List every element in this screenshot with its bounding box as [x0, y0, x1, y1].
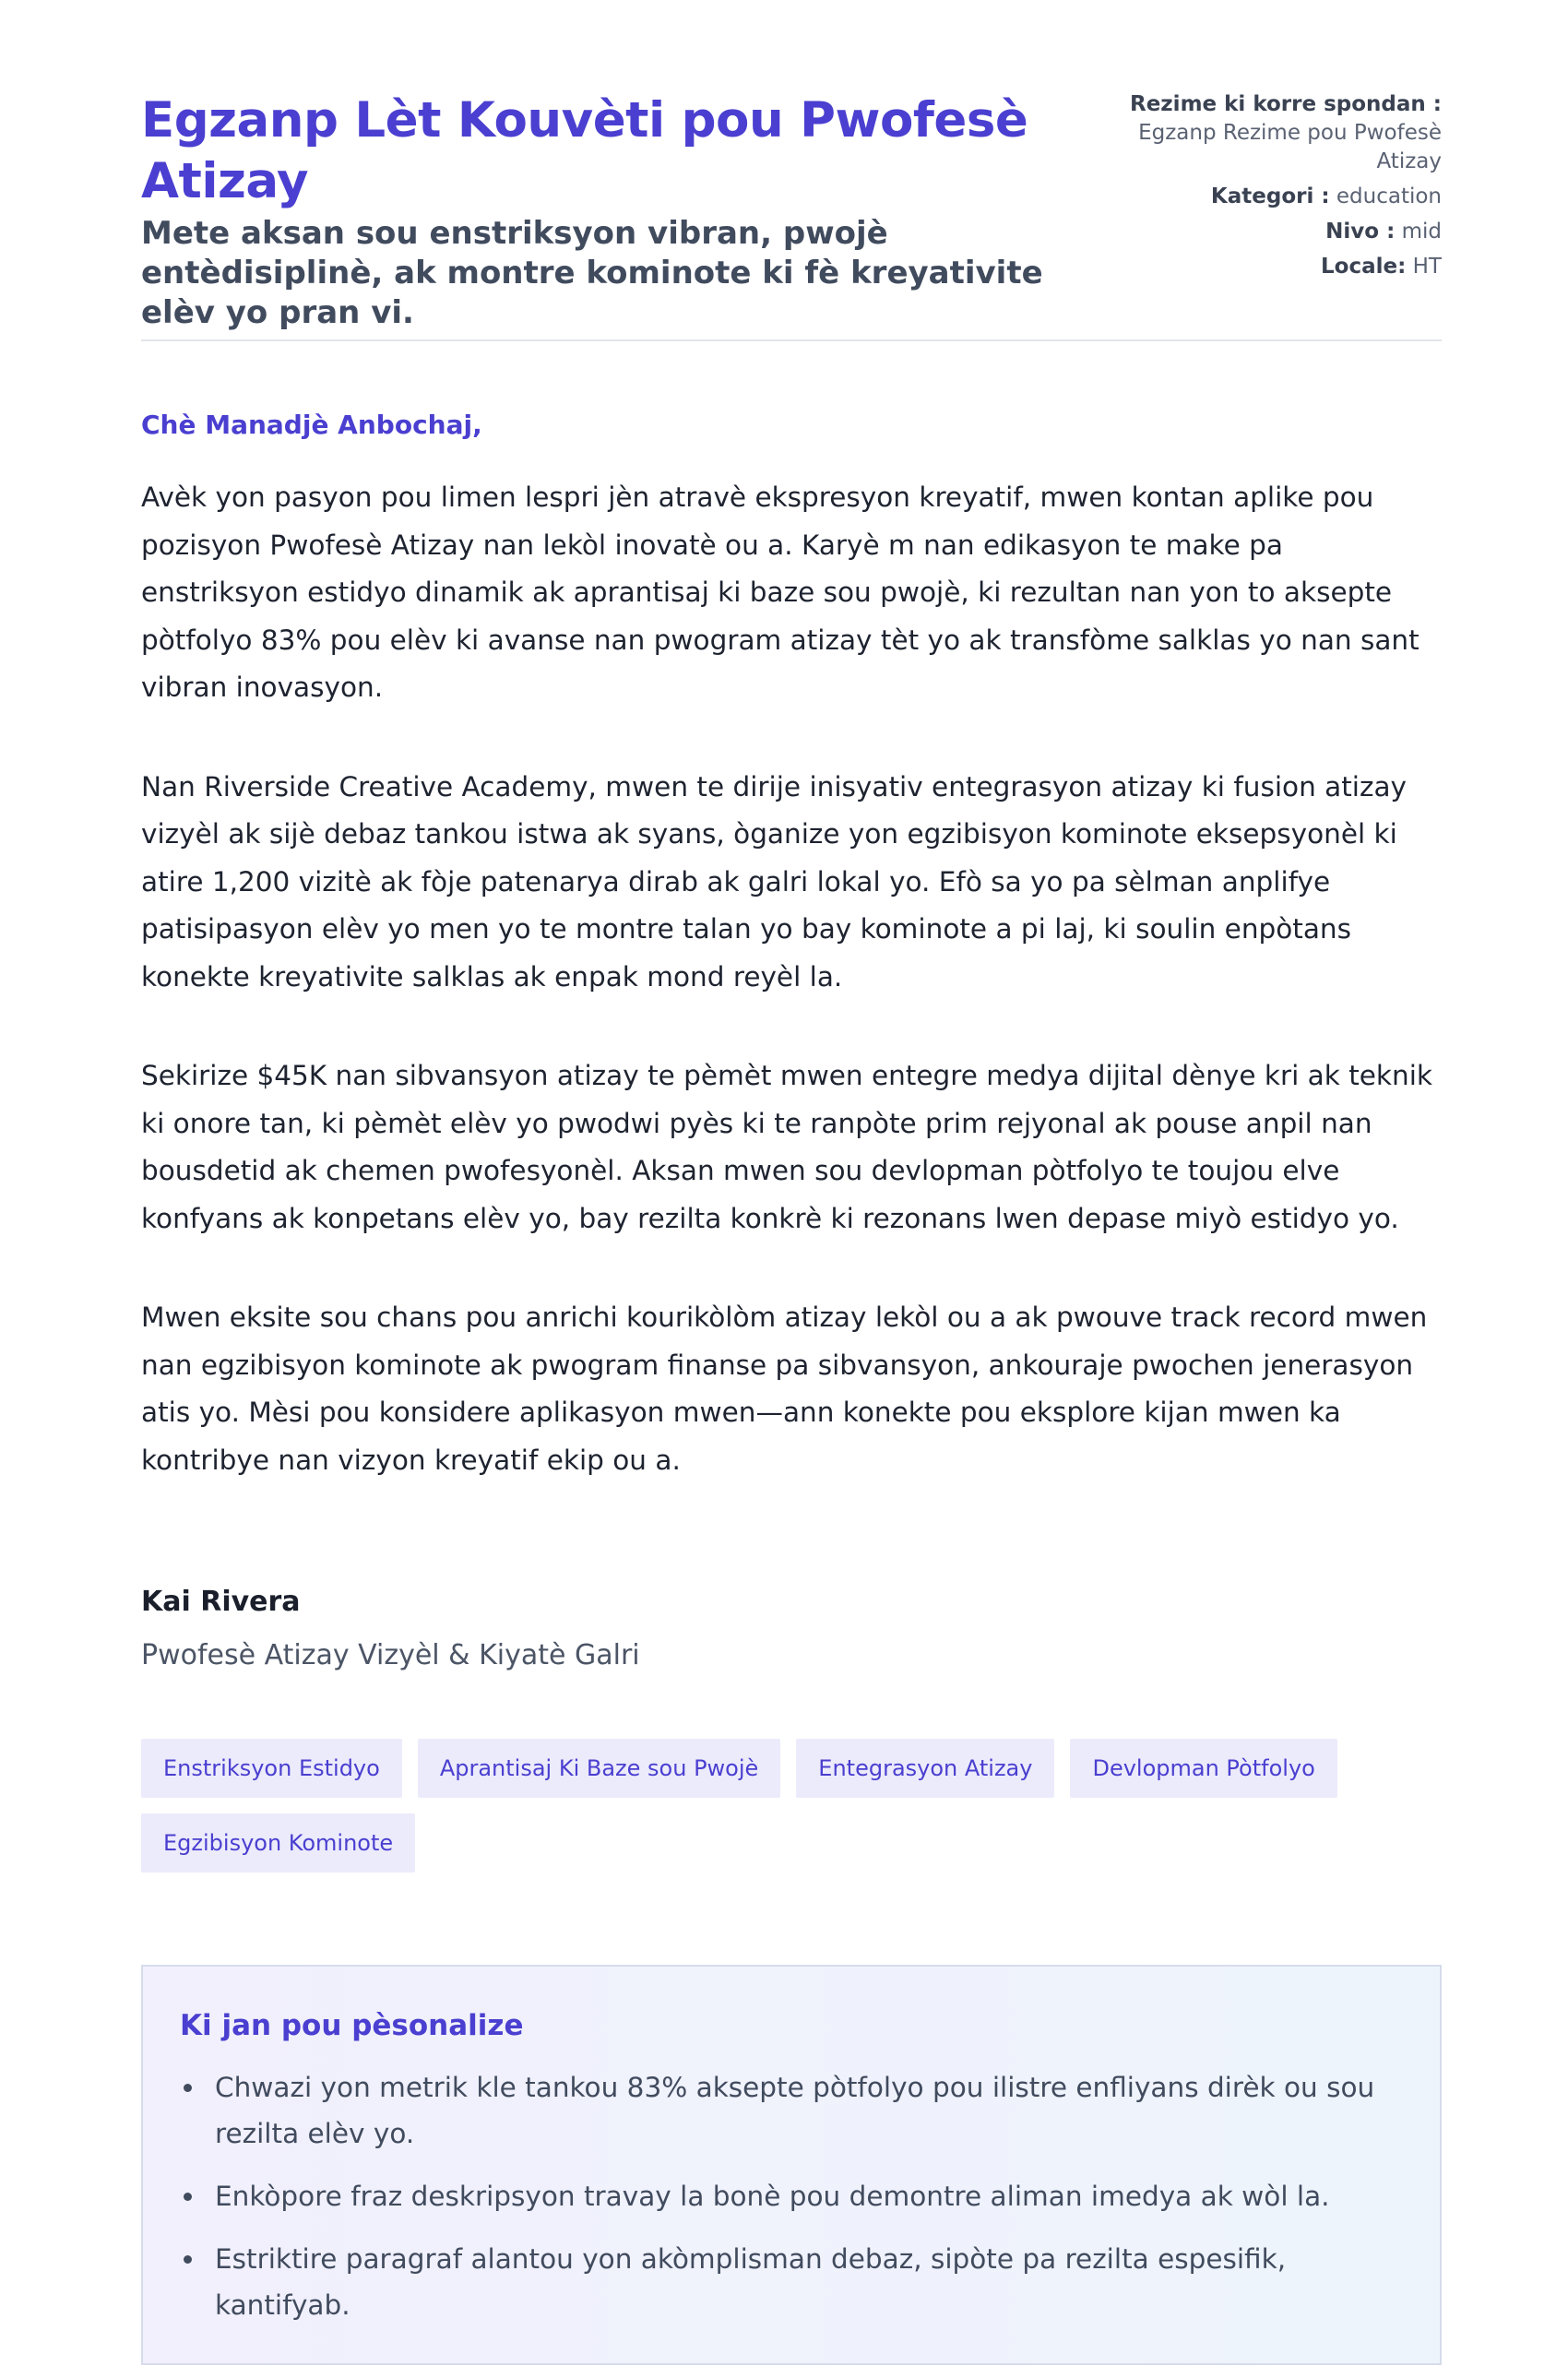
skill-tag: Entegrasyon Atizay	[796, 1739, 1054, 1798]
page-title: Egzanp Lèt Kouvèti pou Pwofesè Atizay	[141, 92, 1028, 209]
tips-list	[180, 2064, 1403, 2328]
meta-resume-value[interactable]: Egzanp Rezime pou Pwofesè Atizay	[1138, 121, 1442, 173]
tip-item: Enkòpore fraz deskripsyon travay la bonè pou demontre aliman imedya ak wòl la.	[215, 2173, 1403, 2219]
meta-level-value: mid	[1401, 220, 1442, 244]
skill-tag: Enstriksyon Estidyo	[141, 1739, 402, 1798]
meta-resume	[1073, 90, 1442, 176]
skill-tag: Aprantisaj Ki Baze sou Pwojè	[418, 1739, 780, 1798]
meta-panel	[1073, 90, 1442, 288]
meta-locale-value: HT	[1412, 255, 1442, 279]
meta-level-label: Nivo :	[1325, 220, 1396, 244]
page-subtitle: Mete aksan sou enstriksyon vibran, pwojè entèdisiplinè, ak montre kominote ki fè kreyativite elèv yo pran vi.	[141, 215, 1043, 331]
meta-resume-label: Rezime ki korre spondan :	[1129, 92, 1442, 116]
cover-letter-page	[141, 0, 1442, 2365]
salutation: Chè Manadjè Anbochaj,	[141, 410, 482, 440]
skill-tags	[141, 1739, 1340, 1873]
meta-level	[1073, 218, 1442, 246]
tip-item: Estriktire paragraf alantou yon akòmplisman debaz, sipòte pa rezilta espesifik, kantifyab.	[215, 2236, 1403, 2328]
paragraph: Mwen eksite sou chans pou anrichi kourikòlòm atizay lekòl ou a ak pwouve track record mwen nan egzibisyon kominote ak pwogram finanse pa sibvansyon, ankouraje pwochen jenerasyon atis yo. Mèsi pou konsidere aplikasyon mwen—ann konekte pou eksplore kijan mwen ka kontribye nan vizyon kreyatif ekip ou a.	[141, 1302, 1428, 1476]
tips-title: Ki jan pou pèsonalize	[180, 2009, 524, 2042]
paragraph: Sekirize $45K nan sibvansyon atizay te pèmèt mwen entegre medya dijital dènye kri ak teknik ki onore tan, ki pèmèt elèv yo pwodwi pyès ki te ranpòte prim rejyonal ak pouse anpil nan bousdetid ak chemen pwofesyonèl. Aksan mwen sou devlopman pòtfolyo te toujou elve konfyans ak konpetans elèv yo, bay rezilta konkrè ki rezonans lwen depase miyò estidyo yo.	[141, 1060, 1432, 1234]
meta-category-label: Kategori :	[1210, 184, 1330, 208]
skill-tag: Devlopman Pòtfolyo	[1070, 1739, 1336, 1798]
skill-tag: Egzibisyon Kominote	[141, 1813, 415, 1873]
page-header	[141, 0, 1442, 341]
meta-locale-label: Locale:	[1321, 255, 1407, 279]
meta-category	[1073, 183, 1442, 211]
meta-locale	[1073, 253, 1442, 281]
meta-category-value: education	[1336, 184, 1442, 208]
customization-tips	[141, 1965, 1442, 2365]
paragraph: Nan Riverside Creative Academy, mwen te dirije inisyativ entegrasyon atizay ki fusion atizay vizyèl ak sijè debaz tankou istwa ak syans, òganize yon egzibisyon kominote eksepsyonèl ki atire 1,200 vizitè ak fòje patenarya dirab ak galri lokal yo. Efò sa yo pa sèlman anplifye patisipasyon elèv yo men yo te montre talan yo bay kominote a pi laj, ki soulin enpòtans konekte kreyativite salklas ak enpak mond reyèl la.	[141, 770, 1408, 993]
paragraph: Avèk yon pasyon pou limen lespri jèn atravè ekspresyon kreyatif, mwen kontan aplike pou pozisyon Pwofesè Atizay nan lekòl inovatè ou a. Karyè m nan edikasyon te make pa enstriksyon estidyo dinamik ak aprantisaj ki baze sou pwojè, ki rezultan nan yon to aksepte pòtfolyo 83% pou elèv ki avanse nan pwogram atizay tèt yo ak transfòme salklas yo nan sant vibran inovasyon.	[141, 482, 1420, 703]
tip-item: Chwazi yon metrik kle tankou 83% aksepte pòtfolyo pou ilistre enfliyans dirèk ou sou rezilta elèv yo.	[215, 2064, 1403, 2157]
signature-role: Pwofesè Atizay Vizyèl & Kiyatè Galri	[141, 1639, 640, 1671]
signature-name: Kai Rivera	[141, 1586, 301, 1618]
letter-body	[141, 408, 1442, 1674]
